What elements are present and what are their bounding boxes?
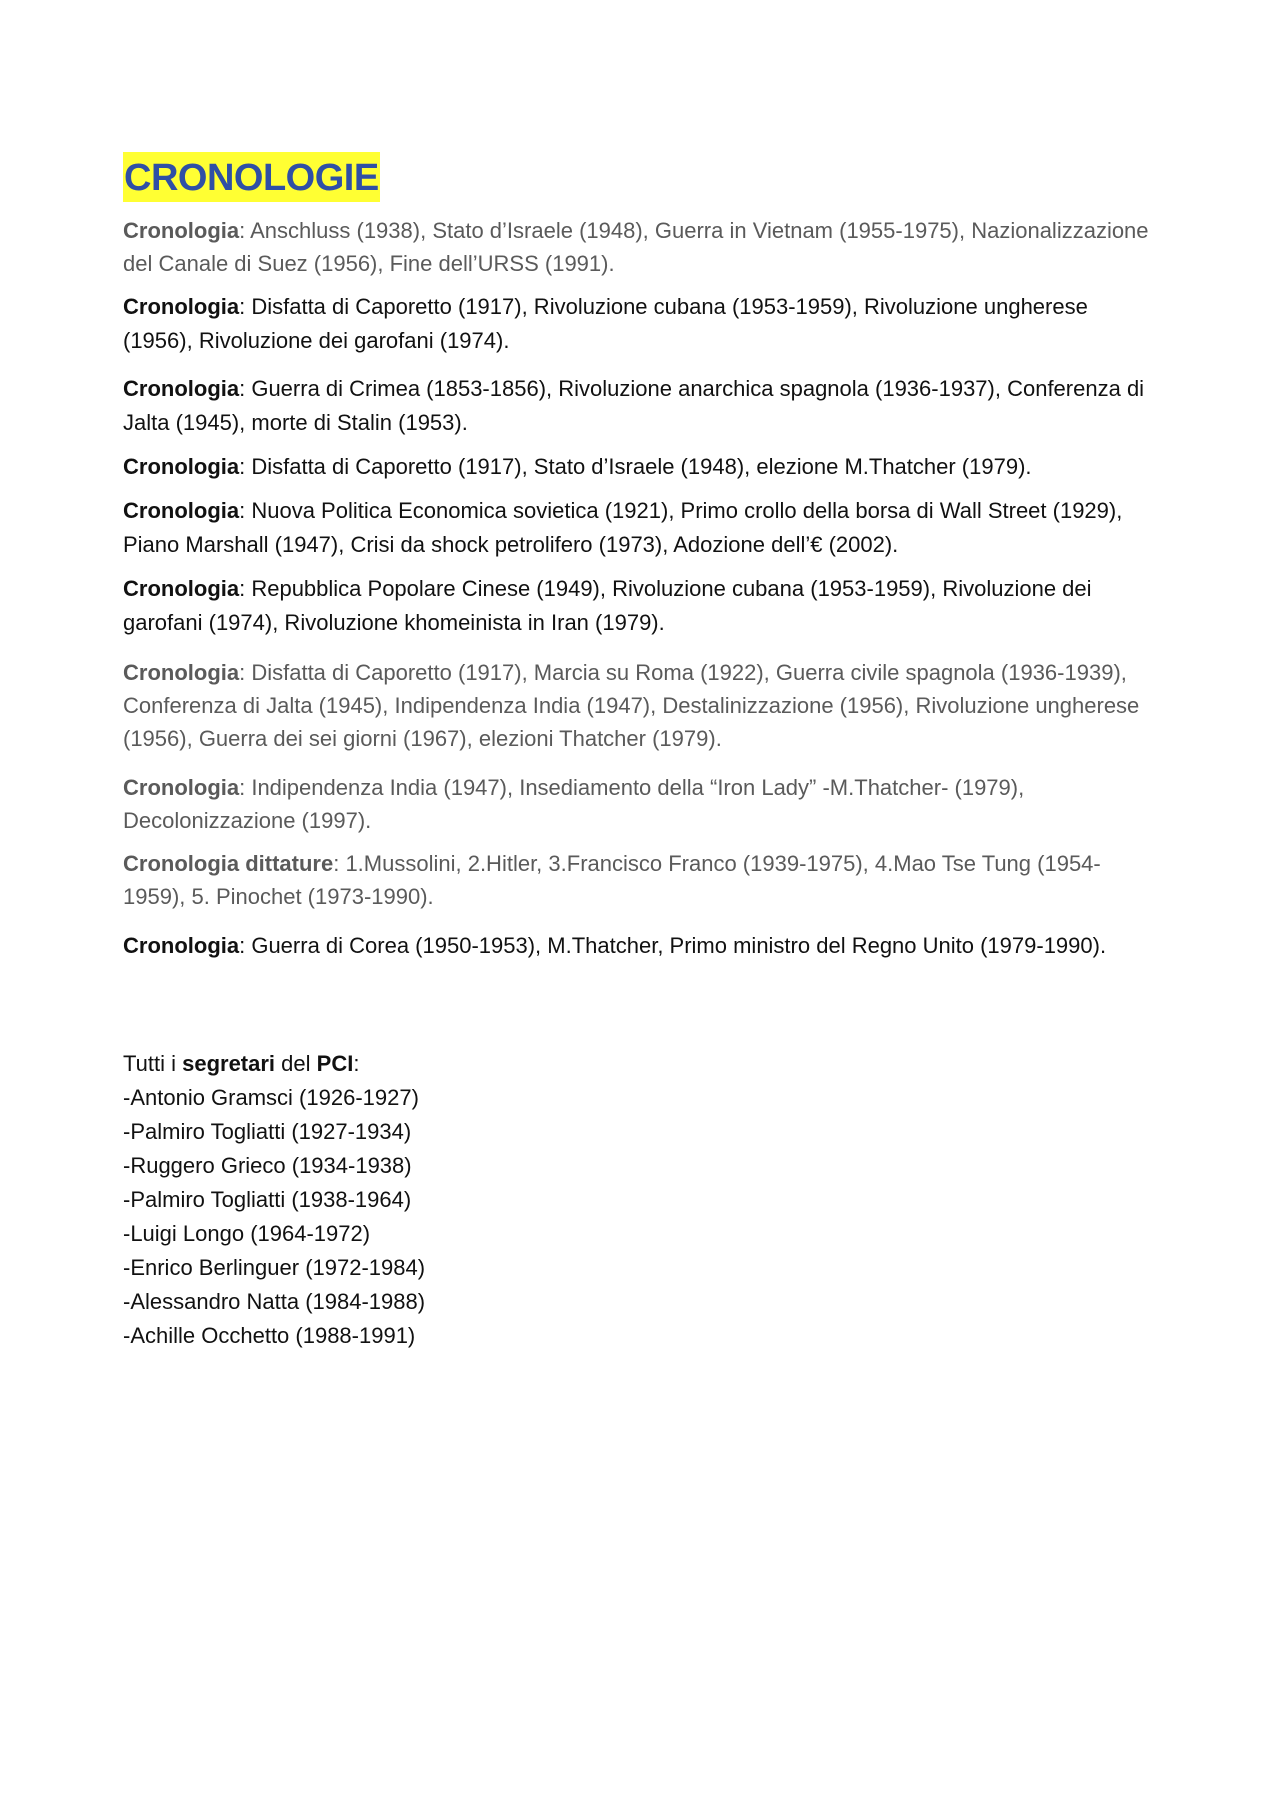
entry-text: : Repubblica Popolare Cinese (1949), Rivoluzione cubana (1953-1959), Rivoluzione dei garofani (1974), Rivoluzione khomeinista in Iran (1979). [123,576,1092,635]
entry-label: Cronologia [123,454,240,479]
pci-heading-bold-pci: PCI [316,1051,354,1076]
entry-text: : Indipendenza India (1947), Insediamento della “Iron Lady” -M.Thatcher- (1979), Decolonizzazione (1997). [123,775,1025,833]
entry-text: : Guerra di Crimea (1853-1856), Rivoluzione anarchica spagnola (1936-1937), Conferenza di Jalta (1945), morte di Stalin (1953). [123,376,1145,435]
entry-text: : Anschluss (1938), Stato d’Israele (1948), Guerra in Vietnam (1955-1975), Nazionalizzazione del Canale di Suez (1956), Fine dell’URSS (1991). [123,218,1149,276]
pci-secretary-item: -Achille Occhetto (1988-1991) [123,1323,416,1348]
pci-secretary-item: -Luigi Longo (1964-1972) [123,1221,371,1246]
pci-secretary-item: -Enrico Berlinguer (1972-1984) [123,1255,426,1280]
chronology-entry [123,214,1163,280]
pci-heading-suffix: : [353,1051,360,1076]
entry-label: Cronologia [123,294,240,319]
chronology-entry [123,847,1163,913]
pci-secretary-item: -Alessandro Natta (1984-1988) [123,1289,426,1314]
entry-label: Cronologia [123,576,240,601]
pci-heading-bold-secretaries: segretari [182,1051,276,1076]
pci-secretary-item: -Ruggero Grieco (1934-1938) [123,1153,412,1178]
chronology-entry [123,572,1163,640]
entry-text: : Nuova Politica Economica sovietica (1921), Primo crollo della borsa di Wall Street (1929), Piano Marshall (1947), Crisi da shock petrolifero (1973), Adozione dell’€ (2002). [123,498,1123,557]
chronology-entry [123,450,1163,484]
entry-text: : Disfatta di Caporetto (1917), Stato d’Israele (1948), elezione M.Thatcher (1979). [239,454,1032,479]
pci-secretary-item: -Antonio Gramsci (1926-1927) [123,1085,419,1110]
entry-label: Cronologia [123,660,240,685]
pci-secretary-item: -Palmiro Togliatti (1938-1964) [123,1187,412,1212]
chronology-entry [123,290,1163,358]
entry-label: Cronologia dittature [123,851,334,876]
chronology-entry [123,656,1163,755]
document-page [123,152,1163,1353]
entry-label: Cronologia [123,498,240,523]
pci-heading-prefix: Tutti i [123,1051,183,1076]
page-title: CRONOLOGIE [123,152,380,202]
entry-text: : Disfatta di Caporetto (1917), Marcia su Roma (1922), Guerra civile spagnola (1936-1939), Conferenza di Jalta (1945), Indipendenza India (1947), Destalinizzazione (1956), Rivoluzione ungherese (1956), Guerra dei sei giorni (1967), elezioni Thatcher (1979). [123,660,1140,751]
pci-heading [123,1047,1163,1081]
entry-text: : Disfatta di Caporetto (1917), Rivoluzione cubana (1953-1959), Rivoluzione ungherese (1956), Rivoluzione dei garofani (1974). [123,294,1088,353]
entry-label: Cronologia [123,218,240,243]
pci-secretary-item: -Palmiro Togliatti (1927-1934) [123,1119,412,1144]
entry-label: Cronologia [123,933,240,958]
entry-label: Cronologia [123,775,240,800]
pci-secretaries-section [123,1047,1163,1353]
entry-label: Cronologia [123,376,240,401]
chronology-entry [123,929,1163,963]
chronology-entry [123,494,1163,562]
entry-text: : Guerra di Corea (1950-1953), M.Thatcher, Primo ministro del Regno Unito (1979-1990). [239,933,1107,958]
chronology-entry [123,771,1163,837]
entry-text: : 1.Mussolini, 2.Hitler, 3.Francisco Franco (1939-1975), 4.Mao Tse Tung (1954-1959), 5. Pinochet (1973-1990). [123,851,1101,909]
chronology-entry [123,372,1163,440]
pci-heading-middle: del [275,1051,317,1076]
